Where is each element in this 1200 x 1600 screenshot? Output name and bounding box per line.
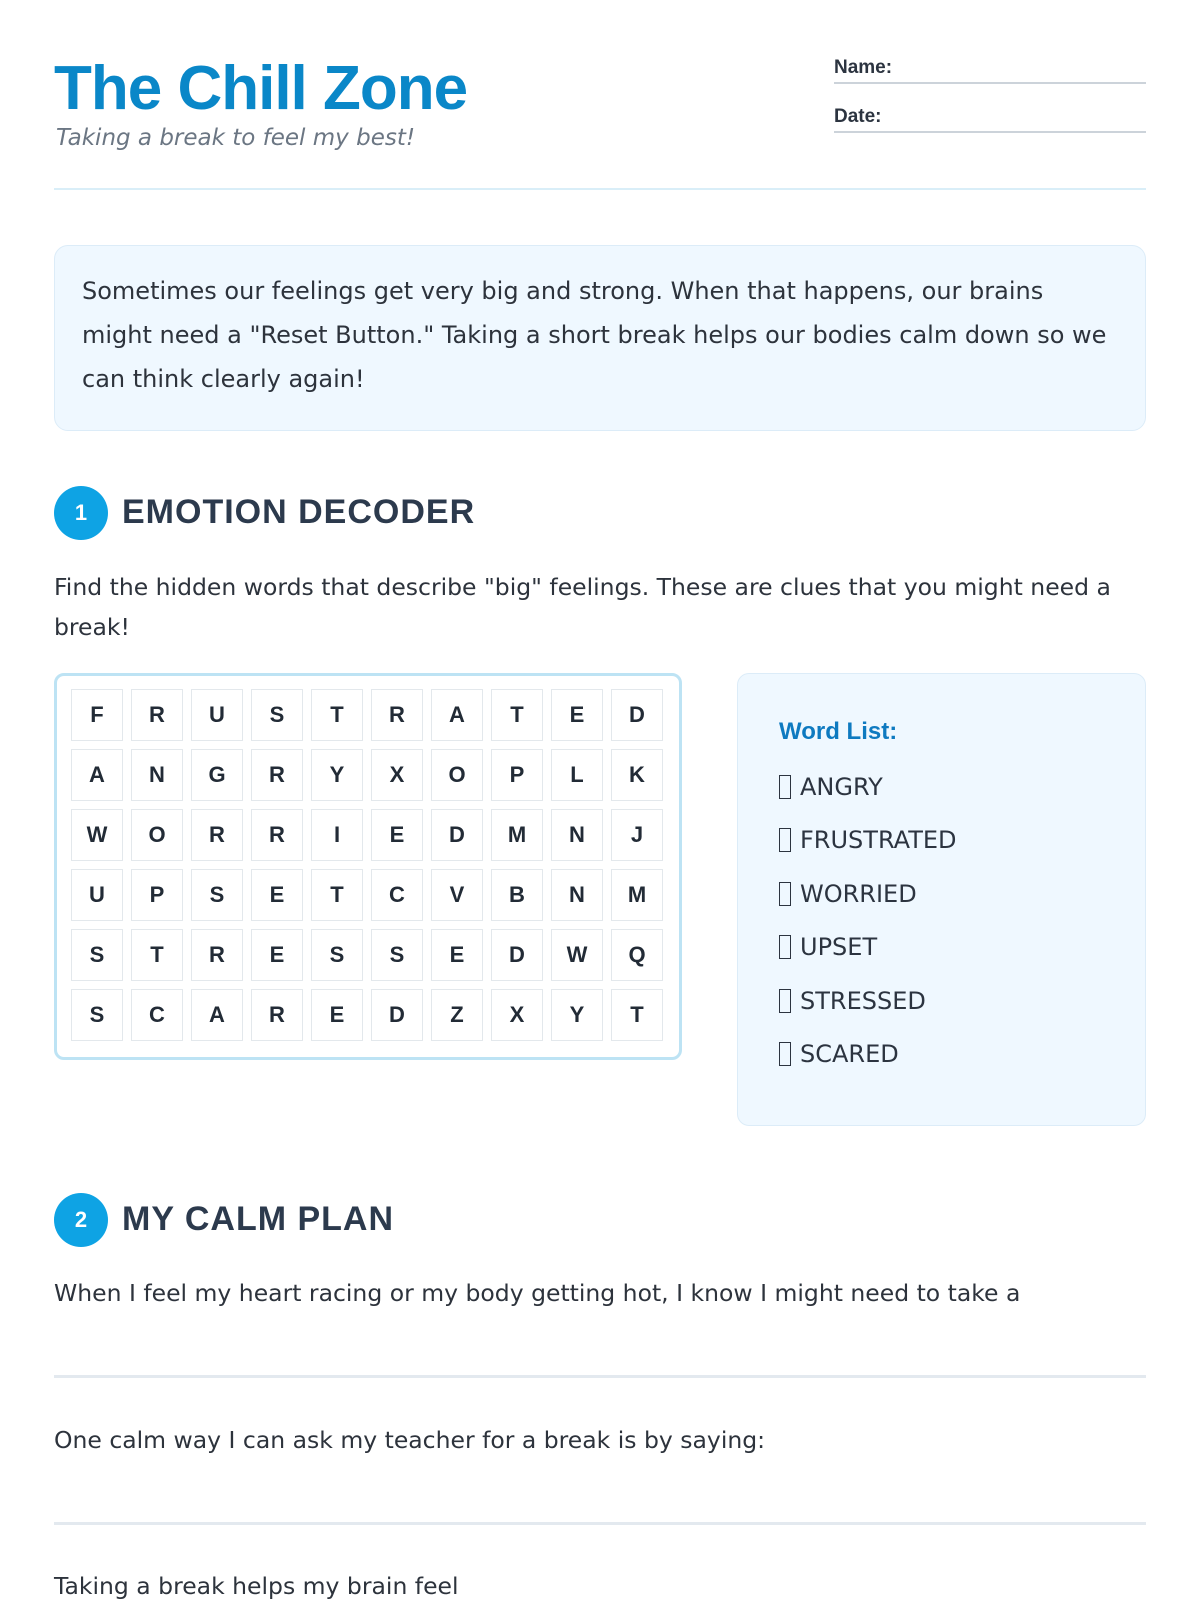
section-1-instructions: Find the hidden words that describe "big" feelings. These are clues that you might need a break! bbox=[54, 573, 1111, 641]
name-field[interactable] bbox=[834, 54, 1146, 84]
word-list-item bbox=[779, 867, 1104, 921]
grid-cell[interactable]: E bbox=[371, 809, 423, 861]
grid-cell[interactable]: N bbox=[551, 869, 603, 921]
grid-cell[interactable]: D bbox=[611, 689, 663, 741]
grid-cell[interactable]: S bbox=[251, 689, 303, 741]
word-list-word: STRESSED bbox=[800, 986, 926, 1015]
section-number-badge: 1 bbox=[54, 486, 108, 540]
grid-cell[interactable]: E bbox=[311, 989, 363, 1041]
word-list-item bbox=[779, 1028, 1104, 1082]
grid-cell[interactable]: Y bbox=[311, 749, 363, 801]
grid-cell[interactable]: R bbox=[131, 689, 183, 741]
grid-cell[interactable]: R bbox=[251, 809, 303, 861]
grid-cell[interactable]: N bbox=[551, 809, 603, 861]
grid-cell[interactable]: L bbox=[551, 749, 603, 801]
grid-cell[interactable]: S bbox=[71, 929, 123, 981]
grid-cell[interactable]: T bbox=[491, 689, 543, 741]
grid-cell[interactable]: M bbox=[491, 809, 543, 861]
checkbox[interactable] bbox=[779, 775, 791, 799]
grid-cell[interactable]: D bbox=[491, 929, 543, 981]
grid-cell[interactable]: W bbox=[551, 929, 603, 981]
grid-cell[interactable]: T bbox=[311, 689, 363, 741]
answer-line-1[interactable] bbox=[54, 1375, 1146, 1378]
checkbox[interactable] bbox=[779, 828, 791, 852]
intro-box: Sometimes our feelings get very big and strong. When that happens, our brains might need a "Reset Button." Taking a short break helps our bodies calm down so we can think clearly again! bbox=[54, 245, 1146, 431]
grid-cell[interactable]: Q bbox=[611, 929, 663, 981]
grid-cell[interactable]: T bbox=[611, 989, 663, 1041]
grid-cell[interactable]: M bbox=[611, 869, 663, 921]
grid-cell[interactable]: A bbox=[71, 749, 123, 801]
grid-cell[interactable]: X bbox=[371, 749, 423, 801]
word-list-title: Word List: bbox=[779, 718, 898, 745]
grid-cell[interactable]: D bbox=[371, 989, 423, 1041]
section-title: MY CALM PLAN bbox=[122, 1200, 395, 1238]
grid-cell[interactable]: K bbox=[611, 749, 663, 801]
grid-cell[interactable]: R bbox=[251, 989, 303, 1041]
grid-cell[interactable]: T bbox=[131, 929, 183, 981]
grid-cell[interactable]: A bbox=[191, 989, 243, 1041]
name-label: Name: bbox=[834, 57, 893, 78]
grid-cell[interactable]: R bbox=[191, 809, 243, 861]
grid-cell[interactable]: R bbox=[191, 929, 243, 981]
grid-cell[interactable]: W bbox=[71, 809, 123, 861]
grid-cell[interactable]: Y bbox=[551, 989, 603, 1041]
calm-plan-prompt-3: Taking a break helps my brain feel bbox=[54, 1572, 459, 1600]
grid-cell[interactable]: E bbox=[251, 869, 303, 921]
page-header bbox=[54, 50, 1146, 190]
grid-cell[interactable]: S bbox=[371, 929, 423, 981]
grid-cell[interactable]: E bbox=[551, 689, 603, 741]
calm-plan-prompt-2: One calm way I can ask my teacher for a break is by saying: bbox=[54, 1426, 766, 1454]
grid-cell[interactable]: J bbox=[611, 809, 663, 861]
grid-cell[interactable]: P bbox=[131, 869, 183, 921]
word-list-word: WORRIED bbox=[800, 879, 917, 908]
grid-cell[interactable]: E bbox=[431, 929, 483, 981]
section-title: EMOTION DECODER bbox=[122, 493, 476, 531]
grid-cell[interactable]: D bbox=[431, 809, 483, 861]
date-label: Date: bbox=[834, 106, 882, 127]
grid-cell[interactable]: G bbox=[191, 749, 243, 801]
grid-cell[interactable]: P bbox=[491, 749, 543, 801]
section-number-badge: 2 bbox=[54, 1193, 108, 1247]
checkbox[interactable] bbox=[779, 989, 791, 1013]
word-list-panel bbox=[737, 673, 1146, 1126]
grid-cell[interactable]: S bbox=[71, 989, 123, 1041]
word-list-word: SCARED bbox=[800, 1040, 899, 1069]
page-subtitle: Taking a break to feel my best! bbox=[56, 125, 416, 151]
word-list-item bbox=[779, 921, 1104, 975]
word-list-word: FRUSTRATED bbox=[800, 826, 957, 855]
grid-cell[interactable]: S bbox=[311, 929, 363, 981]
grid-cell[interactable]: U bbox=[191, 689, 243, 741]
grid-cell[interactable]: N bbox=[131, 749, 183, 801]
word-list-item bbox=[779, 814, 1104, 868]
grid-cell[interactable]: A bbox=[431, 689, 483, 741]
grid-cell[interactable]: V bbox=[431, 869, 483, 921]
letter-grid bbox=[71, 689, 665, 1041]
grid-cell[interactable]: F bbox=[71, 689, 123, 741]
word-search-grid bbox=[54, 673, 682, 1060]
word-list-word: UPSET bbox=[800, 933, 878, 962]
grid-cell[interactable]: X bbox=[491, 989, 543, 1041]
word-list-item bbox=[779, 760, 1104, 814]
answer-line-2[interactable] bbox=[54, 1522, 1146, 1525]
checkbox[interactable] bbox=[779, 935, 791, 959]
grid-cell[interactable]: S bbox=[191, 869, 243, 921]
grid-cell[interactable]: U bbox=[71, 869, 123, 921]
grid-cell[interactable]: O bbox=[131, 809, 183, 861]
calm-plan-prompt-1: When I feel my heart racing or my body getting hot, I know I might need to take a bbox=[54, 1279, 1021, 1307]
grid-cell[interactable]: T bbox=[311, 869, 363, 921]
grid-cell[interactable]: C bbox=[371, 869, 423, 921]
grid-cell[interactable]: B bbox=[491, 869, 543, 921]
word-list-word: ANGRY bbox=[800, 772, 883, 801]
grid-cell[interactable]: O bbox=[431, 749, 483, 801]
word-list-item bbox=[779, 974, 1104, 1028]
checkbox[interactable] bbox=[779, 882, 791, 906]
page-title: The Chill Zone bbox=[54, 54, 468, 123]
grid-cell[interactable]: E bbox=[251, 929, 303, 981]
grid-cell[interactable]: I bbox=[311, 809, 363, 861]
checkbox[interactable] bbox=[779, 1042, 791, 1066]
grid-cell[interactable]: R bbox=[371, 689, 423, 741]
date-field[interactable] bbox=[834, 103, 1146, 133]
grid-cell[interactable]: C bbox=[131, 989, 183, 1041]
grid-cell[interactable]: R bbox=[251, 749, 303, 801]
grid-cell[interactable]: Z bbox=[431, 989, 483, 1041]
